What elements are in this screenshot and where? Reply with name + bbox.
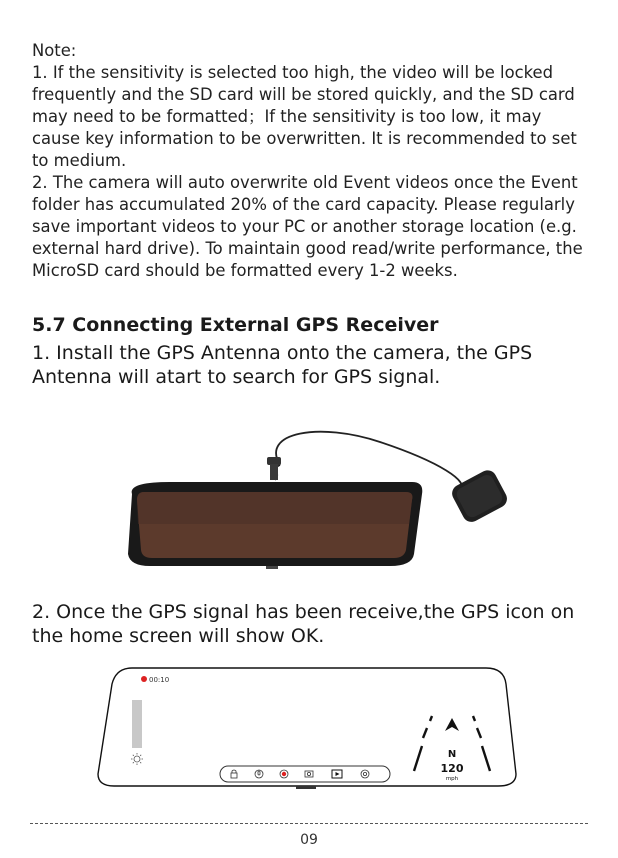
- mirror-bottom-clip: [296, 786, 316, 789]
- note-item-1: 1. If the sensitivity is selected too high, the video will be locked frequently and the SD card will be stored quickly, and the SD card may need to be formatted；If the sensitivity is too low, it may cause key information to be overwritten. It is recommended to set to medium.: [32, 63, 577, 170]
- rec-dot-icon: [141, 676, 147, 682]
- note-heading: Note:: [32, 41, 77, 60]
- footer-divider: [30, 823, 588, 824]
- home-screen-illustration: [92, 662, 524, 794]
- cable-connector: [267, 457, 281, 465]
- brightness-bar: [132, 700, 142, 748]
- rec-time: 00:10: [149, 676, 170, 684]
- compass-heading: N: [447, 749, 457, 760]
- step-1-text: 1. Install the GPS Antenna onto the camera, the GPS Antenna will atart to search for GPS signal.: [32, 342, 533, 388]
- page-number: 09: [300, 832, 318, 848]
- note-item-2: 2. The camera will auto overwrite old Event videos once the Event folder has accumulated 20% of the card capacity. Please regularly save important videos to your PC or another storage location (e.g. external hard drive). To maintain good read/write performance, the MicroSD card should be formatted every 1-2 weeks.: [32, 173, 583, 280]
- speed-unit: mph: [445, 776, 459, 782]
- step-2-text: 2. Once the GPS signal has been receive,the GPS icon on the home screen will show OK.: [32, 601, 575, 647]
- note-block: [32, 40, 592, 282]
- section-title: 5.7 Connecting External GPS Receiver: [32, 314, 439, 336]
- gps-cable: [276, 432, 462, 490]
- dashcam-with-gps-antenna-image: [110, 412, 514, 580]
- cable-plug: [270, 464, 278, 480]
- speed-value: 120: [440, 762, 464, 775]
- mirror-bottom-clip: [266, 566, 278, 569]
- gps-antenna-puck: [449, 467, 510, 525]
